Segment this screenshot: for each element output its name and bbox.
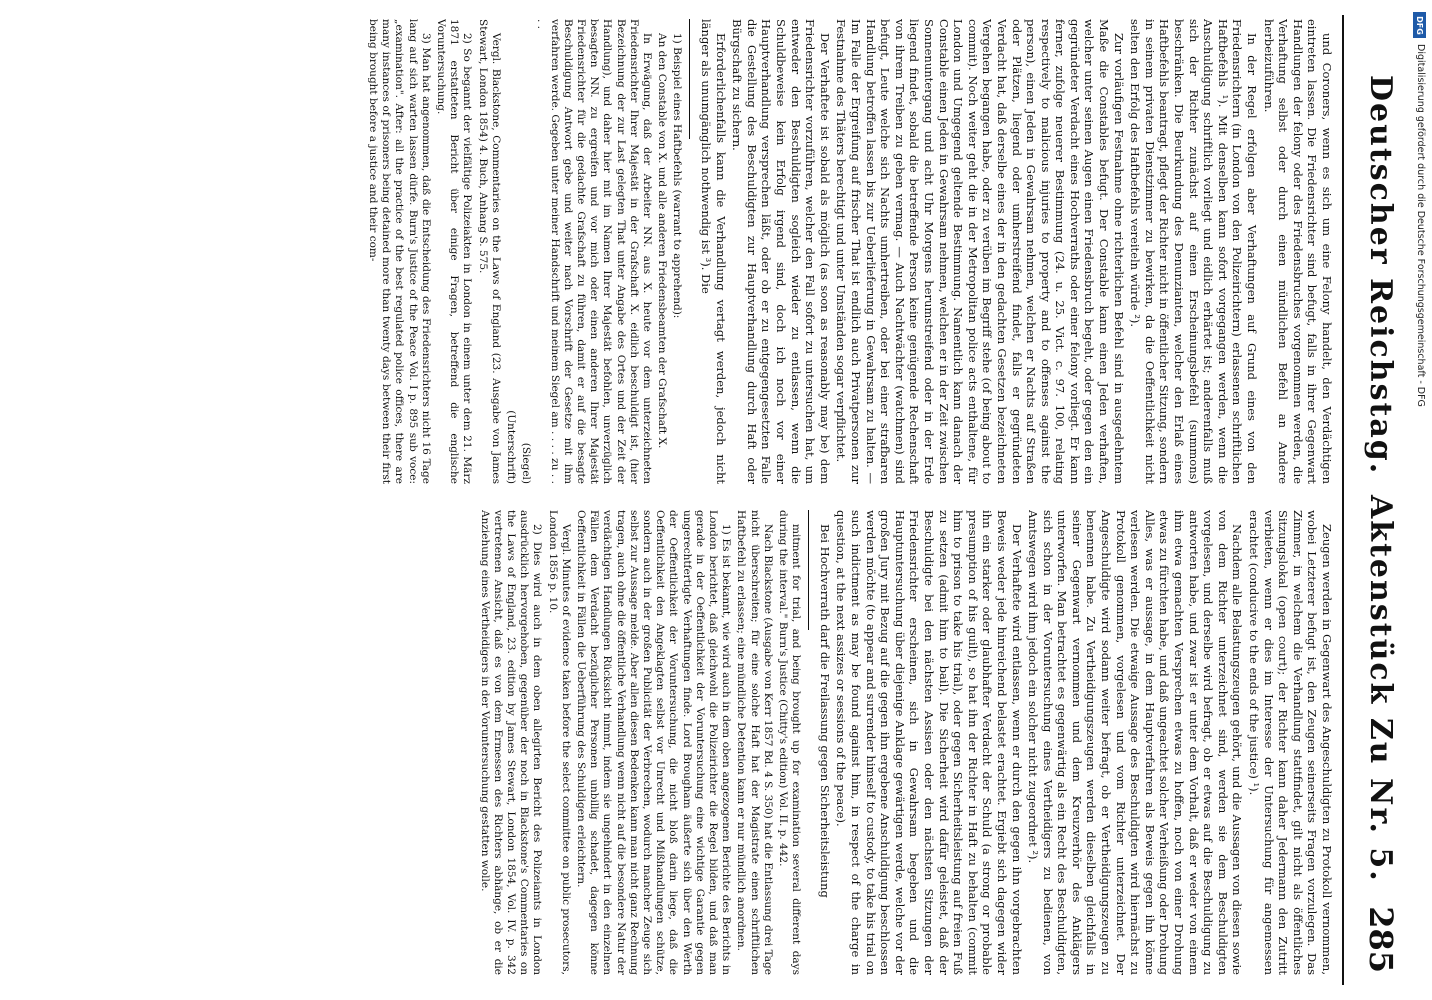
rotated-page-sheet bbox=[16, 5, 1416, 995]
footnote-divider bbox=[689, 19, 690, 139]
footnote: 2) So begannt der vielfältige Polizeiakten in London in einem unter dem 21. März 1871 erstatteten Bericht über einige Fragen, betreffend die englische Voruntersuchung. bbox=[435, 19, 474, 484]
header-center-title: Aktenstück Zu Nr. 5. bbox=[1363, 495, 1398, 883]
header-left-title: Deutscher Reichstag. bbox=[1363, 75, 1398, 476]
paragraph: Zeugen werden in Gegenwart des Angeschuldigten zu Protokoll vernommen, wobei Letzterer befugt ist, den Zeugen seinerseits Fragen vorzulegen. Das Zimmer, in welchem die Verhandlung stattfindet, gilt nicht als öffentliches Sitzungslokal (open court); der Richter kann daher Jedermann den Zutritt verbieten, wenn er dies im Interesse der Untersuchung für angemessen erachtet (conducive to the ends of the justice) ¹). bbox=[1247, 510, 1334, 975]
paragraph: Der Verhaftete ist sobald als möglich (as soon as reasonably may be) dem Friedensrichter vorzuführen, welcher den Fall sofort zu untersuchen hat, um entweder den Beschuldigten sogleich wieder zu entlassen, wenn die Schuldbeweise kein Erfolg irgend sind, doch ich noch vor einer Hauptverhandlung versprechen läßt, oder ob er zu entgegengesetzten Falle die Gestellung des Beschuldigten zur Hauptverhandlung durch Haft oder Bürgschaft zu sichern. bbox=[730, 19, 832, 484]
footnote: Vergl. Blackstone, Commentaries on the Laws of England (23. Ausgabe von James Stewart, London 1854) 4. Buch, Anhang S. 575. bbox=[476, 19, 502, 484]
paragraph: Der Verhaftete wird entlassen, wenn er durch den gegen ihn vorgebrachten Beweis weder jede hinreichend belastet erachtet. Ergiebt sich dagegen wider ihn ein starker oder glaubhafter Verdacht der Schuld (a strong or probable presumption of his guilt), so hat ihn der Richter in Haft zu behalten (commit him to prison to take his trial), oder gegen Sicherheitsleistung auf freien Fuß zu setzen (admit him to bail). Die Sicherheit wird dafür geleistet, daß der Beschuldigte bei den nächsten Assisen oder den nächsten Sitzungen der Friedensrichter erscheinen, sich in Gewahrsam begeben und die Hauptuntersuchung über diejenige Anklage gewärtigen werde, welche vor der großen Jury mit Bezug auf die gegen ihn ergebene Anschuldigung beschlossen werden möchte (to appear and surrender himself to custody, to take his trial on such indictment as may be found against him, in respect of the charge in question, at the next assizes or sessions of the peace). bbox=[834, 510, 1024, 975]
digitization-credit bbox=[1412, 8, 1428, 988]
footnote: Nach Blackstone (Ausgabe von Kerr 1857 Bd. 4 S. 350) hat die Entlassung drei Tage nicht überschreiten; für eine solche Haft hat der Magistrate einen schriftlichen Haftbefehl zu erlassen; eine mündliche Detention kann er nur mündlich anordnen. bbox=[735, 510, 774, 975]
right-text-column bbox=[26, 510, 1334, 975]
footnote: 1) Es ist bekannt, wie wird auch in dem oben angezogenen Berichte des Berichts in London berichtet, daß gleichwohl die Polizeirichter die Regel bilden, und daß man gerade in der Oeffentlichkeit der Voruntersuchung eine wichtige Garantie gegen ungerechtfertigte Verhaftungen finde. Lord Brougham äußerte sich über den Werth der Oeffentlichkeit der Voruntersuchung, die nicht bloß darin liege, daß die Oeffentlichkeit den Angeklagten selbst vor Unrecht und Mißhandlungen schütze, sondern auch in der großen Publicität der Verbrechen, wodurch mancher Zeuge sich selbst zur Aussage melde. Aber allen diesen Bedenken kann man nicht ganz Rechnung tragen, auch ohne die öffentliche Verhandlung wenn nicht auf die besondere Natur der verdächtigen Handlungen Rücksicht nimmt, indem sie ungehindert in den einzelnen Fällen dem Verdacht bezüglicher Personen unbillig schadet, dagegen könne Oeffentlichkeit in Fällen die Ueberführung des Schuldigen erleichtern. bbox=[574, 510, 733, 975]
footnote: Vergl. Minutes of evidence taken before the select committee on public prosecutors, London 1856 p. 10. bbox=[546, 510, 572, 975]
footnote: 1) Beispiel eines Haftbefehls (warrant to apprehend): bbox=[671, 33, 684, 319]
paragraph: Bei Hochverrath darf die Freilassung gegen Sicherheitsleistung bbox=[817, 524, 832, 898]
paragraph: Zur vorläufigen Festnahme ohne richterlichen Befehl sind in ausgedehntem Maße die Constables befugt. Der Constable kann einen Jeden verhaften, welcher unter seinen Augen einen Friedensbruch begeht, oder gegen den ein gegründeter Verdacht eines Hochverraths oder einer felony vorliegt. Er kann ferner, zufolge neuerer Bestimmung (24. u. 25. Vict. c. 97. 100, relating respectively to malicious injuries to property and to offenses against the person), einen Jeden in Gewahrsam nehmen, welchen er Nachts auf Straßen oder Plätzen, liegend oder umherstreifend findet, falls er gegründeten Verdacht hat, daß derselbe eines der in den gedachten Gesetzen bezeichneten Vergehen begangen habe, oder zu verüben im Begriff stehe (of being about to commit). Noch weiter geht die in der Metropolitan police acts enthaltene, für London und Umgegend geltende Bestimmung. Namentlich kann danach der Constable einen Jeden in Gewahrsam nehmen, welchen er in der Zeit zwischen Sonnenuntergang und acht Uhr Morgens herumstreifend oder in der Erde liegend findet, sobald die betreffende Person keine genügende Rechenschaft von ihrem Treiben zu geben vermag. — Auch Nachtwächter (watchmen) sind befugt, Leute welche sich Nachts umhertreiben, oder bei einer strafbaren Handlung betroffen lassen bis zur Ueberlieferung in Gewahrsam zu halten. — Im Falle der Ergreifung auf frischer That ist endlich auch Privatpersonen zur Festnahme des Thäters berechtigt und unter Umständen sogar verpflichtet. bbox=[834, 19, 1126, 484]
paragraph: Nachdem alle Belastungszeugen gehört, und die Aussagen von diesen sowie von dem Richter unterzeichnet sind, werden sie dem Beschuldigten vorgelesen, und derselbe wird befragt, ob er etwas auf die Beschuldigung zu antworten habe, und zwar ist er unter dem Vorhalt, daß er weder von einem ihm etwa gemachten Versprechen etwas zu hoffen, noch von einer Drohung etwas zu fürchten habe, und daß ungeachtet solcher Verheißung oder Drohung Alles, was er aussage, in dem Hauptverfahren als Beweis gegen ihn könne verlesen werden. Die etwaige Aussage des Beschuldigten wird hiernächst zu Protokoll genommen, vorgelesen und vom Richter unterzeichnet. Der Angeschuldigte wird sodann weiter befragt, ob er Vertheidigungszeugen zu benennen habe. Zu Vertheidigungszeugen werden dieselben gleichfalls in seiner Gegenwart vernommen und dem Kreuzverhör des Anklägers unterworfen. Man betrachtet es gegenwärtig als ein Recht des Beschuldigten, sich schon in der Voruntersuchung eines Vertheidigers zu bedienen, von Amtswegen wird ihm jedoch ein solcher nicht zugeordnet ²). bbox=[1026, 510, 1245, 975]
footnote: 2) Dies wird auch in dem oben allegirten Bericht des Polizeiamts in London ausdrücklich hervorgehoben, gegenüber der noch in Blackstone's Commentaries on the Laws of England, 23. edition by James Stewart, London 1854, Vol. IV. p. 342 vertretenen Ansicht, daß es von dem Ermessen des Richters abhänge, ob er die Anziehung eines Vertheidigers in der Voruntersuchung gestatten wolle. bbox=[478, 510, 544, 975]
footnote: mitment for trial, and being brought up for examination several different days during the interval." Burn's Justice (Chitty's edition) Vol. II. p. 442. bbox=[777, 510, 803, 975]
page-number: 285 bbox=[1362, 906, 1400, 973]
page-header bbox=[1342, 15, 1404, 985]
footnote: In Erwägung, daß der Arbeiter NN. aus X. heute vor dem unterzeichneten Friedensrichter Ihrer Majestät in der Grafschaft X. eidlich beschuldigt ist, (hier Bezeichnung der zur Last gelegten That unter Angabe des Ortes und der Zeit der Handlung), und daher hier mit im Namen Ihrer Majestät befohlen, unverzüglich besagten NN. zu ergreifen und vor mich oder einen anderen Ihrer Majestät Friedensrichter für die gedachte Grafschaft zu führen, damit er auf die besagte Beschuldigung Antwort gebe und weiter nach Vorschrift der Gesetze mit ihm verfahren werde. Gegeben unter meiner Handschrift und meinem Siegel am . . . . zu . . . . bbox=[535, 19, 654, 484]
footnote-seal: (Siegel) bbox=[520, 442, 533, 484]
footnote-signature: (Unterschrift) bbox=[505, 410, 518, 484]
left-text-column bbox=[26, 19, 1334, 484]
dfg-logo-text: DFG bbox=[1415, 15, 1425, 35]
dfg-logo bbox=[1413, 12, 1426, 38]
paragraph: und Coroners, wenn es sich um eine Felony handelt, den Verdächtigen eintreten lassen. Die Friedensrichter sind befugt, falls in ihrer Gegenwart Handlungen der felony oder des Friedensbruches vorgenommen werden, die Verhaftung selbst oder durch einen mündlichen Befehl an Andere herbeizuführen. bbox=[1261, 19, 1334, 484]
footnote: An den Constable von X. und alle anderen Friedensbeamten der Grafschaft X. bbox=[656, 33, 669, 449]
footnote: 3) Man hat angenommen, daß die Entscheidung des Friedensrichters nicht 16 Tage lang auf sich warten lassen dürfe. Burn's Justice of the Peace Vol. I p. 895 sub voce: „examination". After: all the practice of the best regulated police offices, there are many instances of prisoners being detained more than twenty days between their first being brought before a justice and their com- bbox=[367, 19, 432, 484]
footnote-divider bbox=[808, 510, 809, 630]
paragraph: Erforderlichenfalls kann die Verhandlung vertagt werden, jedoch nicht länger als unumgänglich nothwendig ist ³). Die bbox=[699, 19, 728, 484]
credit-text: Digitalisierung gefördert durch die Deutsche Forschungsgemeinschaft - DFG bbox=[1415, 44, 1426, 407]
paragraph: In der Regel erfolgen aber Verhaftungen auf Grund eines von den Friedensrichtern (in London von den Polizeirichtern) erlassenen schriftlichen Haftbefehls ¹). Mit denselben kann sofort vorgegangen werden, wenn die Anschuldigung schriftlich vorliegt und eidlich erhärtet ist; anderenfalls muß sich der Richter zunächst auf einen Erscheinungsbefehl (summons) beschränken. Die Beurkundung des Denunzianten, welcher den Erlaß eines Haftbefehls beantragt, pflegt der Richter nicht in öffentlicher Sitzung, sondern in seinem privaten Dienstzimmer zu bewirken, da die Oeffentlichkeit nicht selten den Erfolg des Haftbefehls vereiteln würde ²). bbox=[1128, 19, 1260, 484]
